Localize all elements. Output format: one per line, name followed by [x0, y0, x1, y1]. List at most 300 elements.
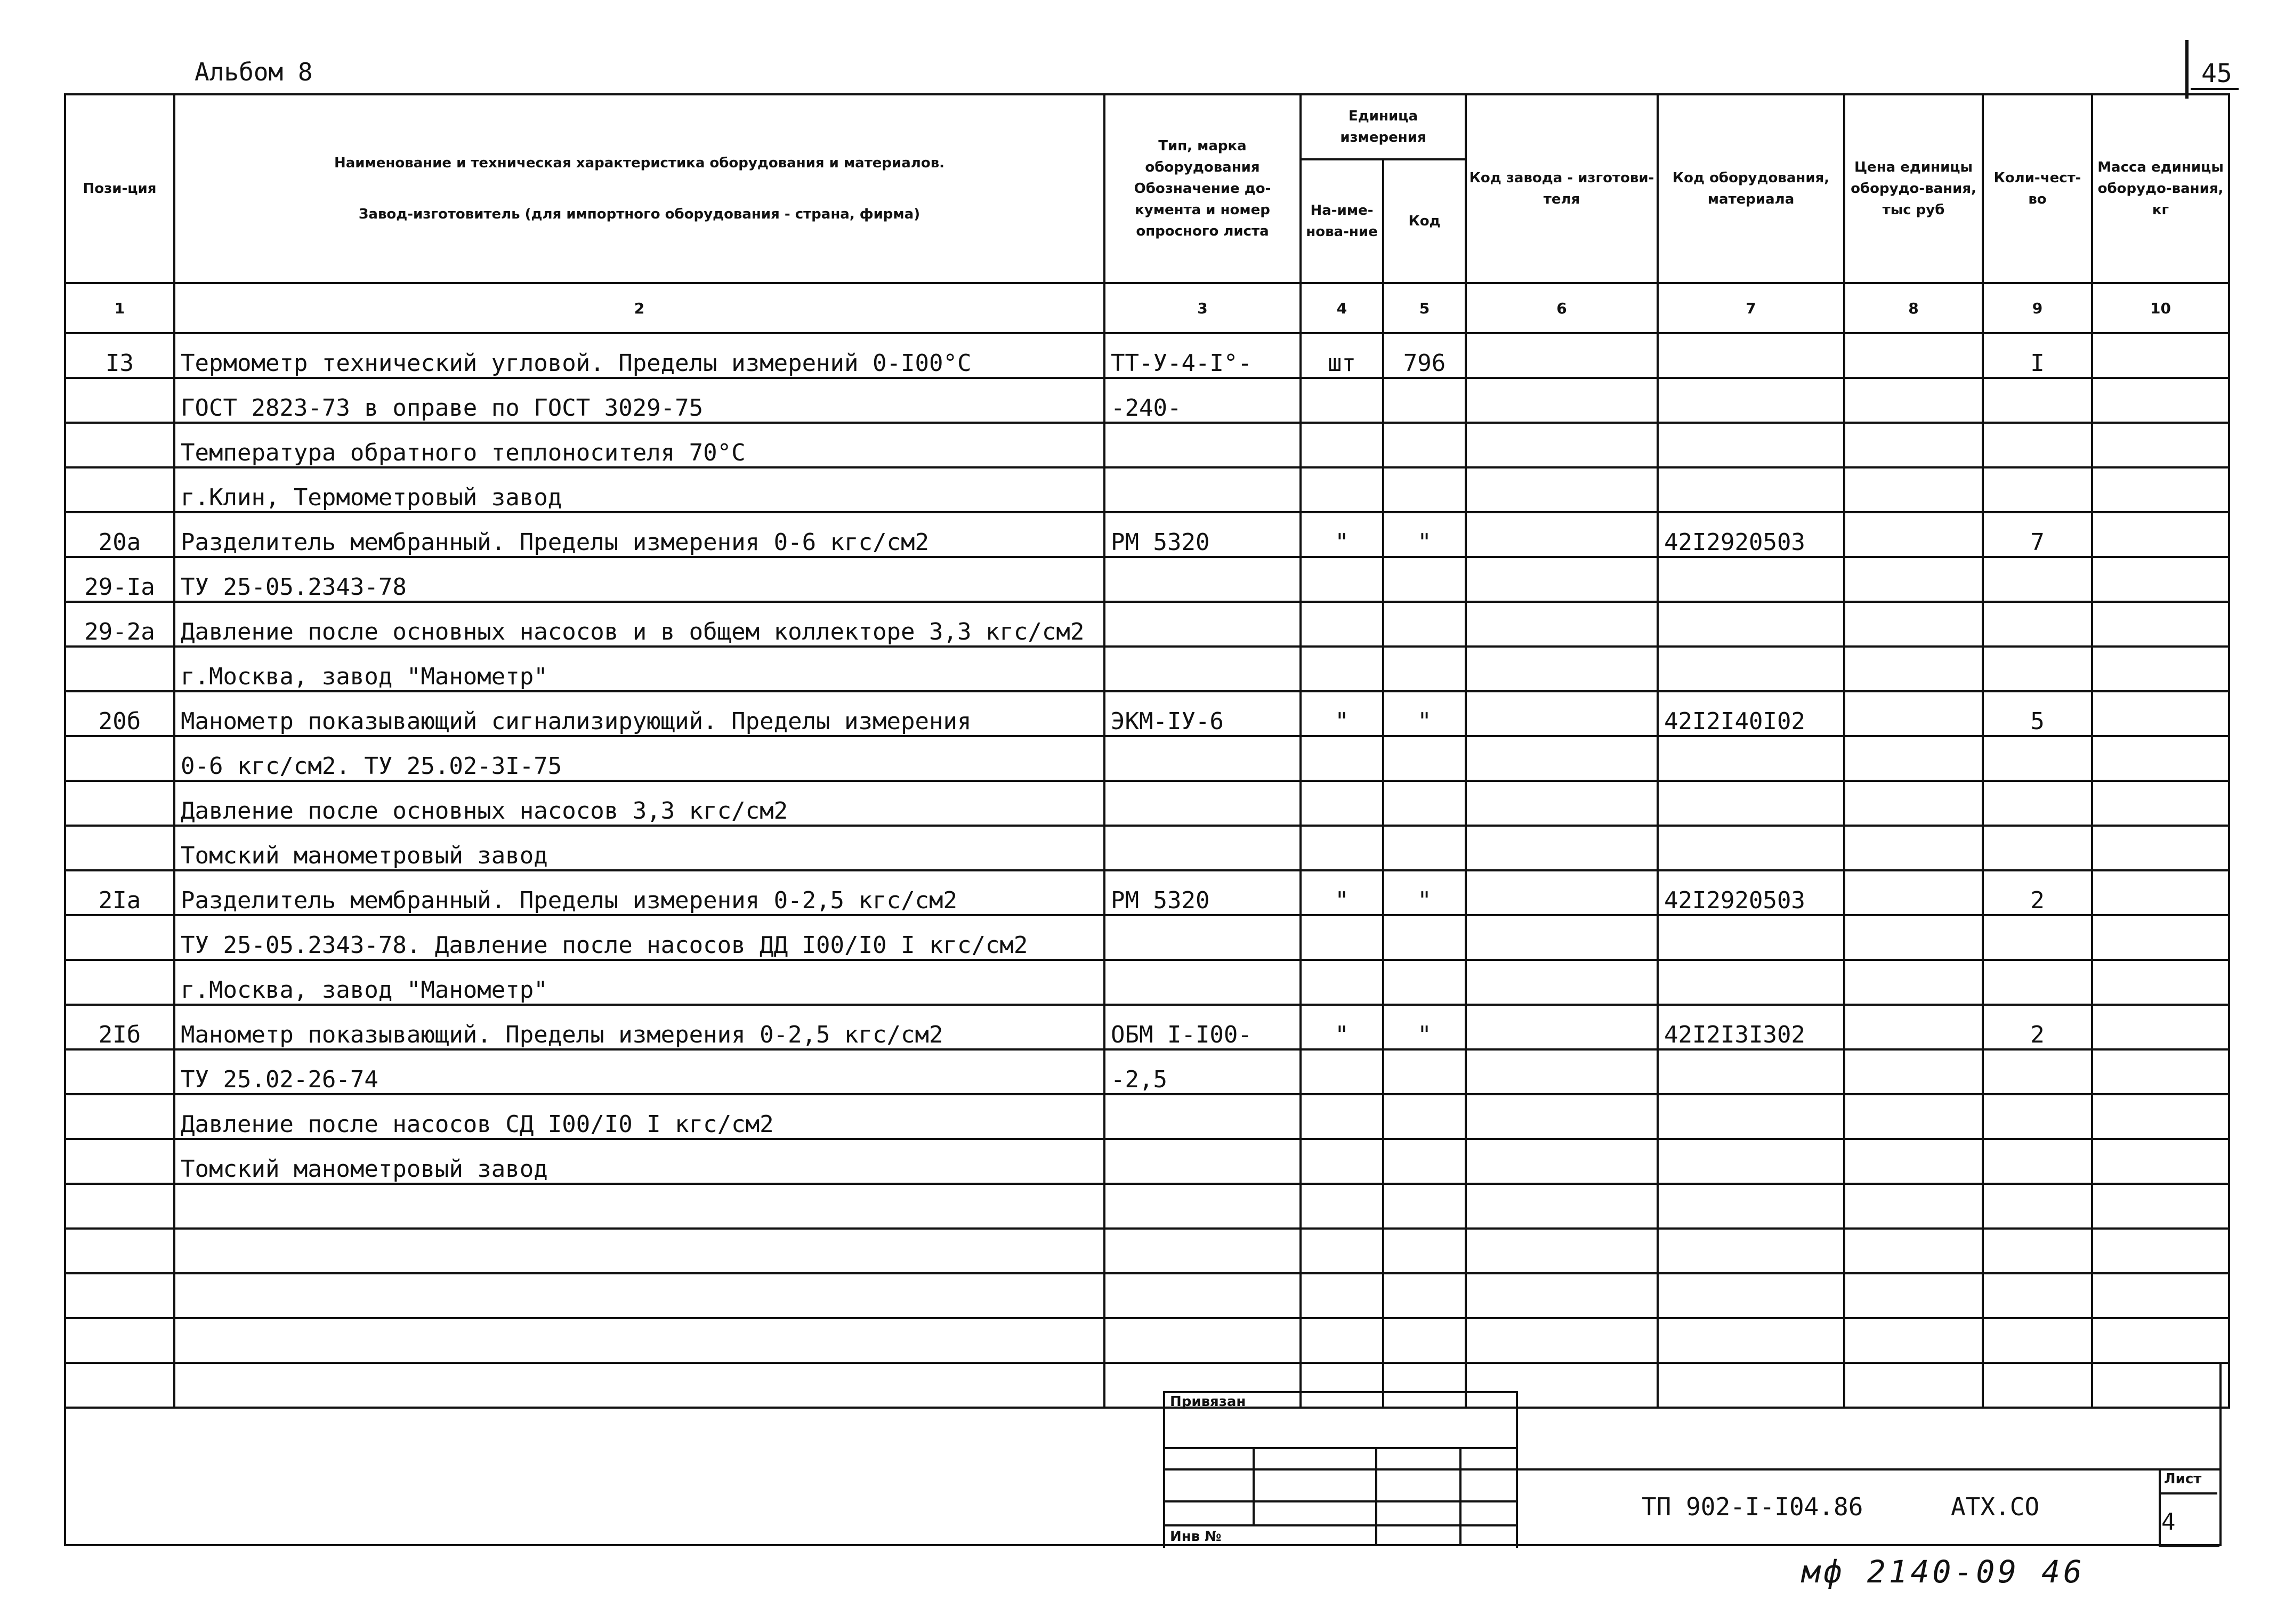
col-number: 8 [1844, 283, 1983, 333]
row-position: 2Iа [65, 870, 174, 915]
row-unit [1301, 602, 1383, 647]
row-name: Разделитель мембранный. Пределы измерения 0-6 кгс/см2 [174, 512, 1104, 557]
stamp-line [1163, 1500, 1516, 1502]
row-factory-code [1466, 1139, 1658, 1184]
table-row [65, 826, 2229, 870]
row-mass [2092, 1005, 2229, 1049]
table-row [65, 781, 2229, 826]
row-factory-code [1466, 1094, 1658, 1139]
row-unit [1301, 647, 1383, 691]
row-quantity [1983, 1318, 2092, 1363]
row-quantity [1983, 826, 2092, 870]
row-type [1104, 960, 1301, 1005]
row-name: Давление после насосов СД I00/I0 I кгс/см2 [174, 1094, 1104, 1139]
row-quantity [1983, 557, 2092, 602]
row-price [1844, 1318, 1983, 1363]
row-unit [1301, 1049, 1383, 1094]
col-equip-code-header: Код оборудования, материала [1658, 94, 1844, 283]
row-name: ГОСТ 2823-73 в оправе по ГОСТ 3029-75 [174, 378, 1104, 423]
row-quantity [1983, 1273, 2092, 1318]
col-name-header-line1: Наименование и техническая характеристика оборудования и материалов. [334, 155, 945, 171]
col-unit-name-header: На-име-нова-ние [1301, 159, 1383, 283]
row-factory-code [1466, 691, 1658, 736]
row-type [1104, 1229, 1301, 1273]
row-unit: " [1301, 512, 1383, 557]
row-type [1104, 1273, 1301, 1318]
row-mass [2092, 557, 2229, 602]
col-name-header [174, 94, 1104, 283]
row-quantity [1983, 467, 2092, 512]
archive-mark: мф 2140-09 46 [1802, 1554, 2085, 1590]
table-row [65, 960, 2229, 1005]
table-row [65, 691, 2229, 736]
row-type: -2,5 [1104, 1049, 1301, 1094]
row-position [65, 1273, 174, 1318]
row-unit-code [1383, 602, 1466, 647]
row-price [1844, 1184, 1983, 1229]
row-mass [2092, 467, 2229, 512]
sheet-number: 4 [2161, 1508, 2176, 1536]
row-type: -240- [1104, 378, 1301, 423]
row-type [1104, 1184, 1301, 1229]
row-equipment-code: 42I2I40I02 [1658, 691, 1844, 736]
table-row [65, 1318, 2229, 1363]
row-quantity [1983, 736, 2092, 781]
row-mass [2092, 512, 2229, 557]
row-quantity [1983, 1139, 2092, 1184]
row-type [1104, 1318, 1301, 1363]
row-equipment-code [1658, 1229, 1844, 1273]
specification-table [64, 93, 2230, 1409]
table-row [65, 1049, 2229, 1094]
page-number: 45 [2201, 59, 2232, 88]
row-mass [2092, 602, 2229, 647]
row-quantity [1983, 1184, 2092, 1229]
row-unit-code: " [1383, 870, 1466, 915]
row-quantity: 5 [1983, 691, 2092, 736]
table-row [65, 467, 2229, 512]
row-name: Температура обратного теплоносителя 70°С [174, 423, 1104, 467]
row-name: Манометр показывающий. Пределы измерения 0-2,5 кгс/см2 [174, 1005, 1104, 1049]
stamp-line [1163, 1524, 1516, 1526]
row-equipment-code [1658, 736, 1844, 781]
table-row [65, 557, 2229, 602]
row-unit-code [1383, 1184, 1466, 1229]
row-unit-code [1383, 647, 1466, 691]
row-name: Томский манометровый завод [174, 1139, 1104, 1184]
row-unit [1301, 423, 1383, 467]
table-body [65, 333, 2229, 1408]
row-unit [1301, 826, 1383, 870]
row-unit [1301, 1229, 1383, 1273]
row-unit [1301, 781, 1383, 826]
row-position [65, 1049, 174, 1094]
col-type-header: Тип, марка оборудования Обозначение до-кумента и номер опросного листа [1104, 94, 1301, 283]
row-equipment-code: 42I2I3I302 [1658, 1005, 1844, 1049]
row-equipment-code [1658, 1318, 1844, 1363]
col-unit-code-header: Код [1383, 159, 1466, 283]
row-position: 29-Iа [65, 557, 174, 602]
row-unit [1301, 467, 1383, 512]
row-position [65, 467, 174, 512]
row-unit-code: 796 [1383, 333, 1466, 378]
row-unit-code [1383, 1049, 1466, 1094]
col-number: 7 [1658, 283, 1844, 333]
table-row [65, 378, 2229, 423]
row-name: г.Клин, Термометровый завод [174, 467, 1104, 512]
row-equipment-code [1658, 781, 1844, 826]
table-row [65, 915, 2229, 960]
row-name: г.Москва, завод "Манометр" [174, 647, 1104, 691]
row-type [1104, 915, 1301, 960]
row-position: 20а [65, 512, 174, 557]
row-equipment-code [1658, 557, 1844, 602]
row-name: г.Москва, завод "Манометр" [174, 960, 1104, 1005]
row-quantity [1983, 1049, 2092, 1094]
row-factory-code [1466, 1273, 1658, 1318]
row-name: ТУ 25.02-26-74 [174, 1049, 1104, 1094]
row-name: Давление после основных насосов и в общем коллекторе 3,3 кгс/см2 [174, 602, 1104, 647]
row-equipment-code [1658, 602, 1844, 647]
row-price [1844, 870, 1983, 915]
row-price [1844, 1049, 1983, 1094]
row-type: ТТ-У-4-I°- [1104, 333, 1301, 378]
row-mass [2092, 691, 2229, 736]
row-unit-code [1383, 1094, 1466, 1139]
album-label: Альбом 8 [195, 58, 313, 86]
row-type [1104, 1139, 1301, 1184]
table-row [65, 1139, 2229, 1184]
row-factory-code [1466, 467, 1658, 512]
table-row [65, 736, 2229, 781]
table-row [65, 423, 2229, 467]
sheet-label: Лист [2164, 1471, 2202, 1487]
row-quantity [1983, 1094, 2092, 1139]
row-mass [2092, 915, 2229, 960]
row-name: ТУ 25-05.2343-78. Давление после насосов ДД I00/I0 I кгс/см2 [174, 915, 1104, 960]
row-type: ОБМ I-I00- [1104, 1005, 1301, 1049]
table-row [65, 602, 2229, 647]
row-mass [2092, 378, 2229, 423]
row-unit-code [1383, 467, 1466, 512]
row-unit: шт [1301, 333, 1383, 378]
row-mass [2092, 960, 2229, 1005]
col-number: 10 [2092, 283, 2229, 333]
row-type: РМ 5320 [1104, 870, 1301, 915]
row-name: Томский манометровый завод [174, 826, 1104, 870]
row-factory-code [1466, 781, 1658, 826]
row-mass [2092, 1184, 2229, 1229]
row-price [1844, 512, 1983, 557]
table-row [65, 647, 2229, 691]
page-number-rule [2185, 40, 2189, 99]
row-equipment-code [1658, 1184, 1844, 1229]
row-unit [1301, 378, 1383, 423]
row-position [65, 1139, 174, 1184]
row-name: ТУ 25-05.2343-78 [174, 557, 1104, 602]
row-factory-code [1466, 557, 1658, 602]
row-equipment-code [1658, 915, 1844, 960]
row-price [1844, 1273, 1983, 1318]
row-quantity [1983, 1229, 2092, 1273]
table-row [65, 870, 2229, 915]
row-price [1844, 647, 1983, 691]
row-price [1844, 1139, 1983, 1184]
row-price [1844, 781, 1983, 826]
row-type [1104, 826, 1301, 870]
row-unit-code [1383, 960, 1466, 1005]
document-code: ТП 902-I-I04.86 [1642, 1492, 1863, 1521]
col-factory-code-header: Код завода - изготови-теля [1466, 94, 1658, 283]
row-mass [2092, 423, 2229, 467]
row-factory-code [1466, 512, 1658, 557]
row-position [65, 960, 174, 1005]
row-price [1844, 960, 1983, 1005]
row-unit [1301, 960, 1383, 1005]
row-type [1104, 647, 1301, 691]
row-unit [1301, 736, 1383, 781]
row-unit [1301, 1318, 1383, 1363]
col-number: 6 [1466, 283, 1658, 333]
row-price [1844, 333, 1983, 378]
row-position [65, 781, 174, 826]
row-mass [2092, 1229, 2229, 1273]
row-unit [1301, 915, 1383, 960]
row-price [1844, 915, 1983, 960]
row-unit-code [1383, 1318, 1466, 1363]
table-row [65, 1094, 2229, 1139]
stamp-line [1459, 1447, 1462, 1546]
col-price-header: Цена единицы оборудо-вания, тыс руб [1844, 94, 1983, 283]
row-type [1104, 423, 1301, 467]
table-row [65, 333, 2229, 378]
row-unit [1301, 1273, 1383, 1318]
col-name-header-line2: Завод-изготовитель (для импортного оборудования - страна, фирма) [358, 206, 921, 222]
row-factory-code [1466, 602, 1658, 647]
privyazan-label: Привязан [1170, 1394, 1246, 1410]
row-factory-code [1466, 378, 1658, 423]
row-factory-code [1466, 1005, 1658, 1049]
row-position [65, 378, 174, 423]
row-unit-code: " [1383, 512, 1466, 557]
row-equipment-code [1658, 1094, 1844, 1139]
row-factory-code [1466, 1318, 1658, 1363]
row-name: Термометр технический угловой. Пределы измерений 0-I00°С [174, 333, 1104, 378]
row-equipment-code [1658, 467, 1844, 512]
row-quantity [1983, 915, 2092, 960]
row-mass [2092, 1318, 2229, 1363]
row-factory-code [1466, 423, 1658, 467]
row-price [1844, 378, 1983, 423]
row-factory-code [1466, 1049, 1658, 1094]
sheet-line [2159, 1492, 2217, 1494]
row-price [1844, 1005, 1983, 1049]
row-type [1104, 467, 1301, 512]
row-position [65, 826, 174, 870]
row-quantity: 2 [1983, 870, 2092, 915]
row-mass [2092, 647, 2229, 691]
row-quantity: 7 [1983, 512, 2092, 557]
row-name: Давление после основных насосов 3,3 кгс/см2 [174, 781, 1104, 826]
row-mass [2092, 870, 2229, 915]
row-unit: " [1301, 1005, 1383, 1049]
title-line [1514, 1468, 2217, 1471]
row-equipment-code [1658, 333, 1844, 378]
inventory-label: Инв № [1170, 1529, 1222, 1545]
row-position: I3 [65, 333, 174, 378]
col-number: 3 [1104, 283, 1301, 333]
row-name: Разделитель мембранный. Пределы измерения 0-2,5 кгс/см2 [174, 870, 1104, 915]
row-mass [2092, 1139, 2229, 1184]
row-unit-code [1383, 557, 1466, 602]
header-row [65, 94, 2229, 159]
row-position: 20б [65, 691, 174, 736]
row-equipment-code [1658, 423, 1844, 467]
row-mass [2092, 736, 2229, 781]
row-equipment-code [1658, 960, 1844, 1005]
row-mass [2092, 1273, 2229, 1318]
row-position [65, 1318, 174, 1363]
row-unit-code: " [1383, 1005, 1466, 1049]
row-position: 29-2а [65, 602, 174, 647]
row-position [65, 915, 174, 960]
row-unit-code [1383, 423, 1466, 467]
col-number: 5 [1383, 283, 1466, 333]
row-price [1844, 736, 1983, 781]
row-name [174, 1229, 1104, 1273]
row-unit-code [1383, 826, 1466, 870]
row-name [174, 1184, 1104, 1229]
row-price [1844, 1094, 1983, 1139]
col-unit-group-header: Единица измерения [1301, 94, 1466, 159]
row-equipment-code [1658, 1049, 1844, 1094]
row-type [1104, 736, 1301, 781]
row-quantity [1983, 960, 2092, 1005]
table-row [65, 512, 2229, 557]
row-unit [1301, 1094, 1383, 1139]
row-price [1844, 602, 1983, 647]
row-type [1104, 557, 1301, 602]
row-name [174, 1318, 1104, 1363]
row-equipment-code: 42I2920503 [1658, 512, 1844, 557]
row-name: Манометр показывающий сигнализирующий. Пределы измерения [174, 691, 1104, 736]
row-name [174, 1273, 1104, 1318]
row-unit-code [1383, 781, 1466, 826]
row-unit [1301, 557, 1383, 602]
row-equipment-code [1658, 1273, 1844, 1318]
row-mass [2092, 826, 2229, 870]
row-type: ЭКМ-IУ-6 [1104, 691, 1301, 736]
row-factory-code [1466, 736, 1658, 781]
col-pos-header: Пози-ция [65, 94, 174, 283]
row-position: 2Iб [65, 1005, 174, 1049]
row-factory-code [1466, 647, 1658, 691]
row-position [65, 1094, 174, 1139]
row-position [65, 1229, 174, 1273]
row-price [1844, 826, 1983, 870]
row-mass [2092, 333, 2229, 378]
row-quantity [1983, 647, 2092, 691]
row-quantity: I [1983, 333, 2092, 378]
row-quantity [1983, 781, 2092, 826]
table-row [65, 1184, 2229, 1229]
row-mass [2092, 1049, 2229, 1094]
row-unit-code [1383, 1273, 1466, 1318]
row-unit [1301, 1139, 1383, 1184]
row-unit-code: " [1383, 691, 1466, 736]
row-type [1104, 781, 1301, 826]
document-type: АТХ.СО [1951, 1492, 2040, 1521]
col-number: 9 [1983, 283, 2092, 333]
row-factory-code [1466, 915, 1658, 960]
table-row [65, 1273, 2229, 1318]
row-price [1844, 691, 1983, 736]
table-row [65, 1229, 2229, 1273]
row-equipment-code [1658, 378, 1844, 423]
row-unit-code [1383, 1229, 1466, 1273]
col-mass-header: Масса единицы оборудо-вания, кг [2092, 94, 2229, 283]
row-factory-code [1466, 960, 1658, 1005]
row-position [65, 423, 174, 467]
row-type: РМ 5320 [1104, 512, 1301, 557]
row-price [1844, 467, 1983, 512]
row-factory-code [1466, 1229, 1658, 1273]
row-price [1844, 557, 1983, 602]
row-mass [2092, 1094, 2229, 1139]
stamp-line [1375, 1447, 1377, 1546]
row-name: 0-6 кгс/см2. ТУ 25.02-3I-75 [174, 736, 1104, 781]
col-number: 4 [1301, 283, 1383, 333]
row-type [1104, 602, 1301, 647]
row-position [65, 647, 174, 691]
row-quantity [1983, 423, 2092, 467]
row-position [65, 736, 174, 781]
row-factory-code [1466, 870, 1658, 915]
row-unit-code [1383, 736, 1466, 781]
row-type [1104, 1094, 1301, 1139]
row-unit: " [1301, 870, 1383, 915]
col-number: 1 [65, 283, 174, 333]
row-position [65, 1184, 174, 1229]
stamp-line [1163, 1447, 1516, 1449]
row-price [1844, 1229, 1983, 1273]
row-factory-code [1466, 1184, 1658, 1229]
row-unit-code [1383, 378, 1466, 423]
row-unit: " [1301, 691, 1383, 736]
row-quantity: 2 [1983, 1005, 2092, 1049]
row-unit [1301, 1184, 1383, 1229]
col-qty-header: Коли-чест-во [1983, 94, 2092, 283]
row-unit-code [1383, 915, 1466, 960]
row-mass [2092, 781, 2229, 826]
row-equipment-code [1658, 1139, 1844, 1184]
col-number: 2 [174, 283, 1104, 333]
row-price [1844, 423, 1983, 467]
stamp-line [1163, 1468, 1516, 1471]
row-factory-code [1466, 826, 1658, 870]
row-unit-code [1383, 1139, 1466, 1184]
column-numbers-row [65, 283, 2229, 333]
row-quantity [1983, 378, 2092, 423]
row-equipment-code [1658, 826, 1844, 870]
row-equipment-code [1658, 647, 1844, 691]
row-quantity [1983, 602, 2092, 647]
row-equipment-code: 42I2920503 [1658, 870, 1844, 915]
table-row [65, 1005, 2229, 1049]
stamp-line [1253, 1447, 1255, 1524]
title-block [64, 1363, 2222, 1546]
row-factory-code [1466, 333, 1658, 378]
